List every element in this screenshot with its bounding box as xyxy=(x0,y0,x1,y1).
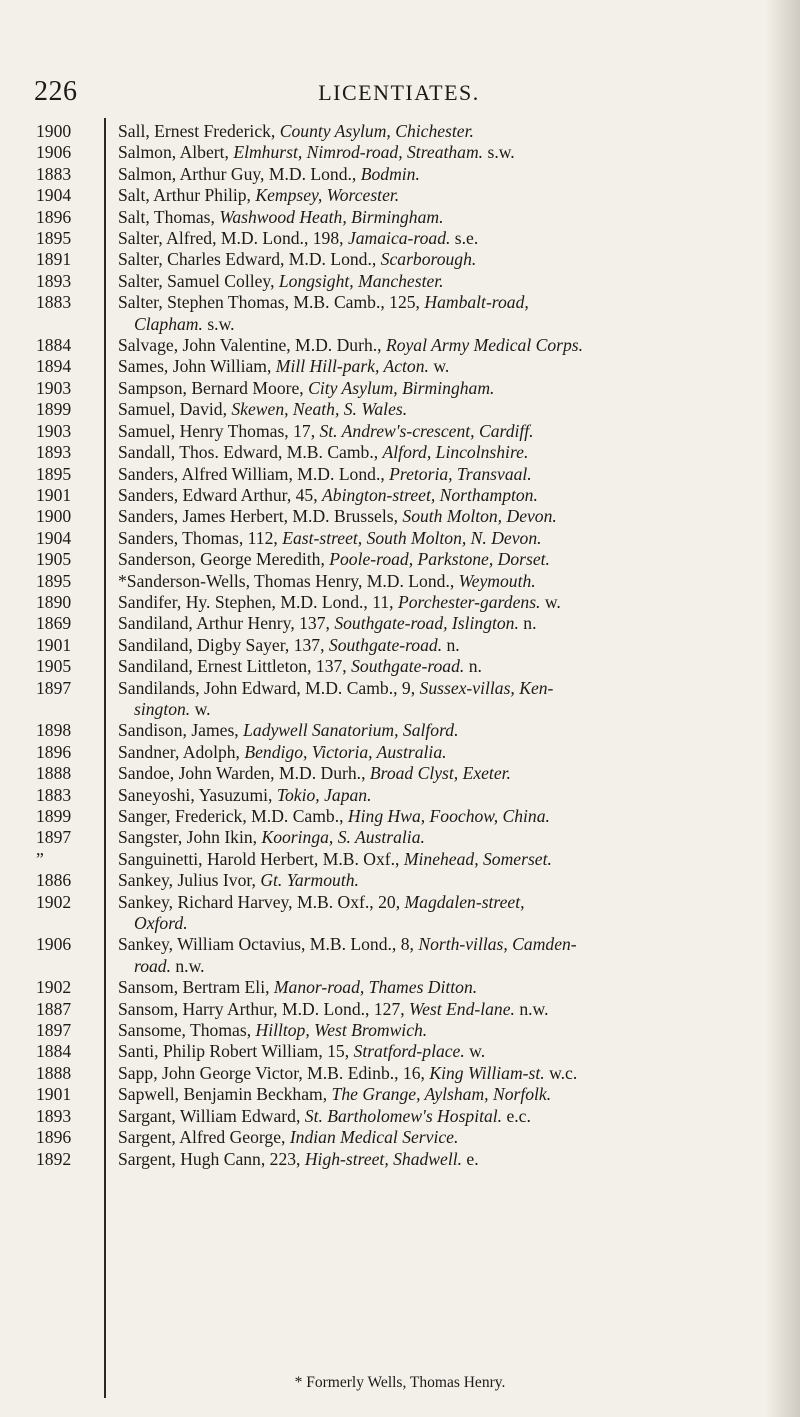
entry-name: s.e. xyxy=(450,228,479,249)
entry-year: 1897 xyxy=(36,1020,72,1041)
entry-text xyxy=(118,934,764,955)
entry-address: road. xyxy=(134,955,171,976)
entry-name: Sanders, Alfred William, M.D. Lond., xyxy=(118,463,390,484)
entry-row xyxy=(34,785,764,806)
entry-address: Magdalen-street, xyxy=(404,891,525,912)
entry-address: Longsight, Manchester. xyxy=(278,270,444,291)
entry-row xyxy=(34,292,764,313)
entry-text xyxy=(118,956,764,977)
page-number: 226 xyxy=(34,76,78,107)
entry-address: County Asylum, Chichester. xyxy=(279,121,474,141)
entry-text xyxy=(118,421,764,442)
entry-row xyxy=(34,571,764,592)
entry-year: 1883 xyxy=(36,292,72,313)
entry-row xyxy=(34,763,764,784)
entry-year: 1901 xyxy=(36,634,72,655)
entry-address: Skewen, Neath, S. Wales. xyxy=(231,399,408,420)
entry-name: Salter, Stephen Thomas, M.B. Camb., 125, xyxy=(118,292,425,313)
entry-text xyxy=(118,399,764,420)
entry-address: Stratford-place. xyxy=(353,1041,465,1062)
entry-text xyxy=(118,185,764,206)
entry-text xyxy=(118,249,764,270)
entry-address: Washwood Heath, Birmingham. xyxy=(219,206,444,227)
entry-year: 1883 xyxy=(36,163,72,184)
entry-year: 1888 xyxy=(36,763,72,784)
entry-text xyxy=(118,1084,764,1105)
entry-text xyxy=(118,549,764,570)
entry-year: 1896 xyxy=(36,1127,72,1148)
entry-name: Sansom, Bertram Eli, xyxy=(118,977,274,998)
entry-address: Alford, Lincolnshire. xyxy=(382,442,529,463)
entry-year: 1891 xyxy=(36,249,72,270)
entry-name: Sanders, Edward Arthur, 45, xyxy=(118,484,323,505)
entry-address: City Asylum, Birmingham. xyxy=(308,377,495,398)
entry-address: Elmhurst, Nimrod-road, Streatham. xyxy=(233,142,484,163)
entry-text xyxy=(118,571,764,592)
entry-year: 1892 xyxy=(36,1148,72,1169)
entry-year xyxy=(34,699,118,720)
entry-text xyxy=(118,678,764,699)
entry-row xyxy=(34,1041,764,1062)
entry-row xyxy=(34,892,764,913)
entry-text xyxy=(118,785,764,806)
entry-name: Sangster, John Ikin, xyxy=(118,827,262,848)
entry-address: Royal Army Medical Corps. xyxy=(385,335,584,356)
entry-name: Sandner, Adolph, xyxy=(118,741,245,762)
entry-address: Gt. Yarmouth. xyxy=(260,870,359,891)
entry-row xyxy=(34,806,764,827)
entry-year: 1904 xyxy=(36,527,72,548)
entry-continuation-row xyxy=(34,314,764,335)
entry-name: e.c. xyxy=(502,1105,531,1126)
entry-name: Sanderson, George Meredith, xyxy=(118,549,330,570)
entry-year: 1886 xyxy=(36,870,72,891)
entry-text xyxy=(118,1063,764,1084)
entry-address: Jamaica-road. xyxy=(347,228,451,249)
entry-name: w. xyxy=(190,698,211,719)
entry-text xyxy=(118,1106,764,1127)
running-head: LICENTIATES. xyxy=(318,80,480,105)
entry-address: East-street, South Molton, N. Devon. xyxy=(282,527,542,548)
entry-year: 1884 xyxy=(36,1041,72,1062)
entry-continuation-row xyxy=(34,956,764,977)
entry-continuation-row xyxy=(34,913,764,934)
entry-year: 1893 xyxy=(36,442,72,463)
entry-text xyxy=(118,528,764,549)
entry-year: 1905 xyxy=(36,656,72,677)
entry-address: King William-st. xyxy=(429,1062,545,1083)
entry-name: Sanguinetti, Harold Herbert, M.B. Oxf., xyxy=(118,848,404,869)
entry-year: 1869 xyxy=(36,613,72,634)
entry-name: w. xyxy=(464,1041,486,1062)
entry-address: St. Bartholomew's Hospital. xyxy=(304,1105,503,1126)
entry-address: Oxford. xyxy=(134,913,188,934)
entry-text xyxy=(118,592,764,613)
entry-year xyxy=(34,956,118,977)
entry-address: West End-lane. xyxy=(409,998,515,1019)
entry-text xyxy=(118,378,764,399)
entry-name: Sanders, Thomas, 112, xyxy=(118,527,283,548)
entry-year xyxy=(34,913,118,934)
entry-text xyxy=(118,720,764,741)
entry-text xyxy=(118,506,764,527)
entry-year: 1902 xyxy=(36,977,72,998)
entry-year: 1896 xyxy=(36,741,72,762)
entry-name: Samuel, Henry Thomas, 17, xyxy=(118,420,320,441)
entry-name: Sankey, William Octavius, M.B. Lond., 8, xyxy=(118,934,419,955)
entry-address: Indian Medical Service. xyxy=(289,1127,459,1148)
entry-year: 1899 xyxy=(36,399,72,420)
entry-row xyxy=(34,378,764,399)
entry-row xyxy=(34,249,764,270)
page-header xyxy=(34,76,764,110)
entry-text xyxy=(118,742,764,763)
entry-name: w.c. xyxy=(544,1062,578,1083)
entry-name: Sansom, Harry Arthur, M.D. Lond., 127, xyxy=(118,998,410,1019)
entry-row xyxy=(34,635,764,656)
entry-year: 1906 xyxy=(36,934,72,955)
entry-year: 1906 xyxy=(36,142,72,163)
entry-year: 1897 xyxy=(36,827,72,848)
entry-row xyxy=(34,549,764,570)
entry-row xyxy=(34,207,764,228)
entry-row xyxy=(34,335,764,356)
entry-name: e. xyxy=(462,1148,479,1169)
entry-name: Sapp, John George Victor, M.B. Edinb., 16, xyxy=(118,1062,430,1083)
entry-name: Sargent, Alfred George, xyxy=(118,1127,290,1148)
entry-text xyxy=(118,977,764,998)
entry-year: 1887 xyxy=(36,998,72,1019)
entry-row xyxy=(34,271,764,292)
entry-year: 1893 xyxy=(36,270,72,291)
entry-address: Southgate-road. xyxy=(351,656,465,677)
entry-text xyxy=(118,464,764,485)
page-edge-shadow xyxy=(766,0,800,1417)
entry-text xyxy=(118,892,764,913)
entry-year: ” xyxy=(36,848,44,869)
entry-address: Broad Clyst, Exeter. xyxy=(369,763,511,784)
entry-name: Salter, Alfred, M.D. Lond., 198, xyxy=(118,228,348,249)
entry-name: Sankey, Julius Ivor, xyxy=(118,870,261,891)
entry-address: Southgate-road. xyxy=(328,634,443,655)
entry-text xyxy=(118,335,764,356)
entry-address: Clapham. xyxy=(134,313,203,334)
entry-text xyxy=(118,1041,764,1062)
entry-text xyxy=(118,142,764,163)
entry-address: Kooringa, S. Australia. xyxy=(261,827,425,848)
entry-text xyxy=(118,827,764,848)
entry-name: Salvage, John Valentine, M.D. Durh., xyxy=(118,335,386,356)
entry-name: w. xyxy=(428,356,450,377)
entry-address: Poole-road, Parkstone, Dorset. xyxy=(329,549,550,570)
entry-row xyxy=(34,442,764,463)
entry-address: St. Andrew's-crescent, Cardiff. xyxy=(319,420,534,441)
entry-name: Sandiland, Arthur Henry, 137, xyxy=(118,613,335,634)
entry-name: Sandiland, Digby Sayer, 137, xyxy=(118,634,329,655)
entry-name: Sampson, Bernard Moore, xyxy=(118,377,309,398)
entry-text xyxy=(118,356,764,377)
entry-text xyxy=(118,999,764,1020)
entry-text xyxy=(118,314,764,335)
entry-year: 1903 xyxy=(36,420,72,441)
entry-row xyxy=(34,485,764,506)
entry-name: n. xyxy=(464,656,482,677)
entry-address: Hing Hwa, Foochow, China. xyxy=(347,806,550,826)
entry-row xyxy=(34,720,764,741)
footnote: * Formerly Wells, Thomas Henry. xyxy=(294,1374,506,1391)
entry-name: Sandall, Thos. Edward, M.B. Camb., xyxy=(118,442,383,463)
entry-address: Tokio, Japan. xyxy=(276,784,372,805)
entry-name: Santi, Philip Robert William, 15, xyxy=(118,1041,354,1062)
entry-row xyxy=(34,506,764,527)
entry-row xyxy=(34,185,764,206)
entry-name: n. xyxy=(518,613,537,634)
entry-text xyxy=(118,635,764,656)
entry-row xyxy=(34,678,764,699)
entry-address: Hambalt-road, xyxy=(424,292,529,313)
entry-text xyxy=(118,849,764,870)
entry-name: n.w. xyxy=(170,955,205,976)
entry-row xyxy=(34,399,764,420)
entry-text xyxy=(118,271,764,292)
entry-row xyxy=(34,1149,764,1170)
entry-year: 1902 xyxy=(36,891,72,912)
entry-address: Weymouth. xyxy=(458,570,536,591)
entry-row xyxy=(34,827,764,848)
entry-address: Hilltop, West Bromwich. xyxy=(255,1020,428,1041)
entry-year: 1896 xyxy=(36,206,72,227)
entry-name: n.w. xyxy=(514,998,549,1019)
entry-text xyxy=(118,763,764,784)
entry-row xyxy=(34,164,764,185)
entry-year xyxy=(34,314,118,335)
entry-text xyxy=(118,699,764,720)
entry-row xyxy=(34,528,764,549)
entry-year: 1897 xyxy=(36,677,72,698)
entry-address: Southgate-road, Islington. xyxy=(334,613,519,634)
entry-name: s.w. xyxy=(202,313,235,334)
entry-year: 1895 xyxy=(36,463,72,484)
entry-address: Mill Hill-park, Acton. xyxy=(275,356,429,377)
entry-address: Manor-road, Thames Ditton. xyxy=(273,977,478,998)
entry-row xyxy=(34,977,764,998)
entry-address: sington. xyxy=(134,698,191,719)
entry-row xyxy=(34,1020,764,1041)
entry-row xyxy=(34,121,764,142)
entry-year: 1899 xyxy=(36,806,72,826)
entry-name: s.w. xyxy=(483,142,515,163)
entry-year: 1898 xyxy=(36,720,72,741)
entry-text xyxy=(118,228,764,249)
entry-year: 1905 xyxy=(36,549,72,570)
entry-row xyxy=(34,849,764,870)
entry-name: Salt, Arthur Philip, xyxy=(118,185,256,206)
entry-row xyxy=(34,142,764,163)
entry-year: 1884 xyxy=(36,335,72,356)
entry-address: North-villas, Camden- xyxy=(418,934,577,955)
entry-text xyxy=(118,164,764,185)
entry-name: n. xyxy=(442,634,460,655)
entry-row xyxy=(34,1106,764,1127)
entry-row xyxy=(34,1127,764,1148)
entry-text xyxy=(118,1127,764,1148)
entry-name: Sansome, Thomas, xyxy=(118,1020,256,1041)
entry-name: Sandoe, John Warden, M.D. Durh., xyxy=(118,763,370,784)
entry-text xyxy=(118,806,764,827)
entry-text xyxy=(118,442,764,463)
entry-address: Abington-street, Northampton. xyxy=(322,484,538,505)
entry-name: Sanders, James Herbert, M.D. Brussels, xyxy=(118,506,403,527)
entry-name: Sargent, Hugh Cann, 223, xyxy=(118,1148,305,1169)
entry-text xyxy=(118,485,764,506)
entry-name: Sandiland, Ernest Littleton, 137, xyxy=(118,656,352,677)
entry-year: 1900 xyxy=(36,121,72,141)
entry-row xyxy=(34,742,764,763)
entry-text xyxy=(118,207,764,228)
entry-address: Bendigo, Victoria, Australia. xyxy=(244,741,447,762)
entry-name: Sall, Ernest Frederick, xyxy=(118,121,280,141)
entry-text xyxy=(118,913,764,934)
entry-year: 1903 xyxy=(36,377,72,398)
entry-year: 1901 xyxy=(36,1084,72,1105)
entry-year: 1894 xyxy=(36,356,72,377)
entry-address: Kempsey, Worcester. xyxy=(255,185,400,206)
entry-continuation-row xyxy=(34,699,764,720)
entry-address: Porchester-gardens. xyxy=(397,591,541,612)
entry-address: Pretoria, Transvaal. xyxy=(389,463,532,484)
entry-year: 1900 xyxy=(36,506,72,527)
entry-row xyxy=(34,999,764,1020)
entry-row xyxy=(34,934,764,955)
entry-name: Sanger, Frederick, M.D. Camb., xyxy=(118,806,348,826)
entry-row xyxy=(34,656,764,677)
entry-year: 1893 xyxy=(36,1105,72,1126)
entry-year: 1895 xyxy=(36,228,72,249)
entry-text xyxy=(118,870,764,891)
entry-address: Scarborough. xyxy=(380,249,477,270)
entry-name: w. xyxy=(540,591,561,612)
entry-name: Salter, Charles Edward, M.D. Lond., xyxy=(118,249,381,270)
entry-row xyxy=(34,592,764,613)
entry-year: 1901 xyxy=(36,484,72,505)
entry-name: Sapwell, Benjamin Beckham, xyxy=(118,1084,332,1105)
entry-name: Sargant, William Edward, xyxy=(118,1105,305,1126)
entry-row xyxy=(34,870,764,891)
entry-row xyxy=(34,613,764,634)
entry-row xyxy=(34,464,764,485)
entry-row xyxy=(34,1063,764,1084)
entry-name: Sandifer, Hy. Stephen, M.D. Lond., 11, xyxy=(118,591,398,612)
entry-year: 1890 xyxy=(36,591,72,612)
entry-name: Samuel, David, xyxy=(118,399,232,420)
entry-row xyxy=(34,1084,764,1105)
entry-address: The Grange, Aylsham, Norfolk. xyxy=(331,1084,552,1105)
entry-address: Minehead, Somerset. xyxy=(403,848,552,869)
entry-year: 1888 xyxy=(36,1062,72,1083)
entry-text xyxy=(118,1149,764,1170)
entry-name: Sames, John William, xyxy=(118,356,276,377)
entry-text xyxy=(118,1020,764,1041)
entry-year: 1895 xyxy=(36,570,72,591)
entry-name: Salt, Thomas, xyxy=(118,206,220,227)
entry-text xyxy=(118,613,764,634)
entry-name: *Sanderson-Wells, Thomas Henry, M.D. Lond., xyxy=(118,570,459,591)
entry-name: Sankey, Richard Harvey, M.B. Oxf., 20, xyxy=(118,891,405,912)
entry-address: Bodmin. xyxy=(360,163,420,184)
entry-name: Sandison, James, xyxy=(118,720,244,741)
entry-address: Ladywell Sanatorium, Salford. xyxy=(243,720,459,741)
entry-row xyxy=(34,228,764,249)
entry-row xyxy=(34,421,764,442)
entry-address: South Molton, Devon. xyxy=(402,506,557,527)
entry-name: Sandilands, John Edward, M.D. Camb., 9, xyxy=(118,677,420,698)
entry-name: Salter, Samuel Colley, xyxy=(118,270,279,291)
licentiates-list xyxy=(34,121,764,1170)
entry-text xyxy=(118,292,764,313)
entry-year: 1883 xyxy=(36,784,72,805)
entry-text xyxy=(118,121,764,142)
entry-name: Saneyoshi, Yasuzumi, xyxy=(118,784,277,805)
entry-text xyxy=(118,656,764,677)
entry-year: 1904 xyxy=(36,185,72,206)
entry-name: Salmon, Albert, xyxy=(118,142,234,163)
entry-address: Sussex-villas, Ken- xyxy=(419,677,554,698)
entry-name: Salmon, Arthur Guy, M.D. Lond., xyxy=(118,163,361,184)
entry-address: High-street, Shadwell. xyxy=(304,1148,463,1169)
entry-row xyxy=(34,356,764,377)
